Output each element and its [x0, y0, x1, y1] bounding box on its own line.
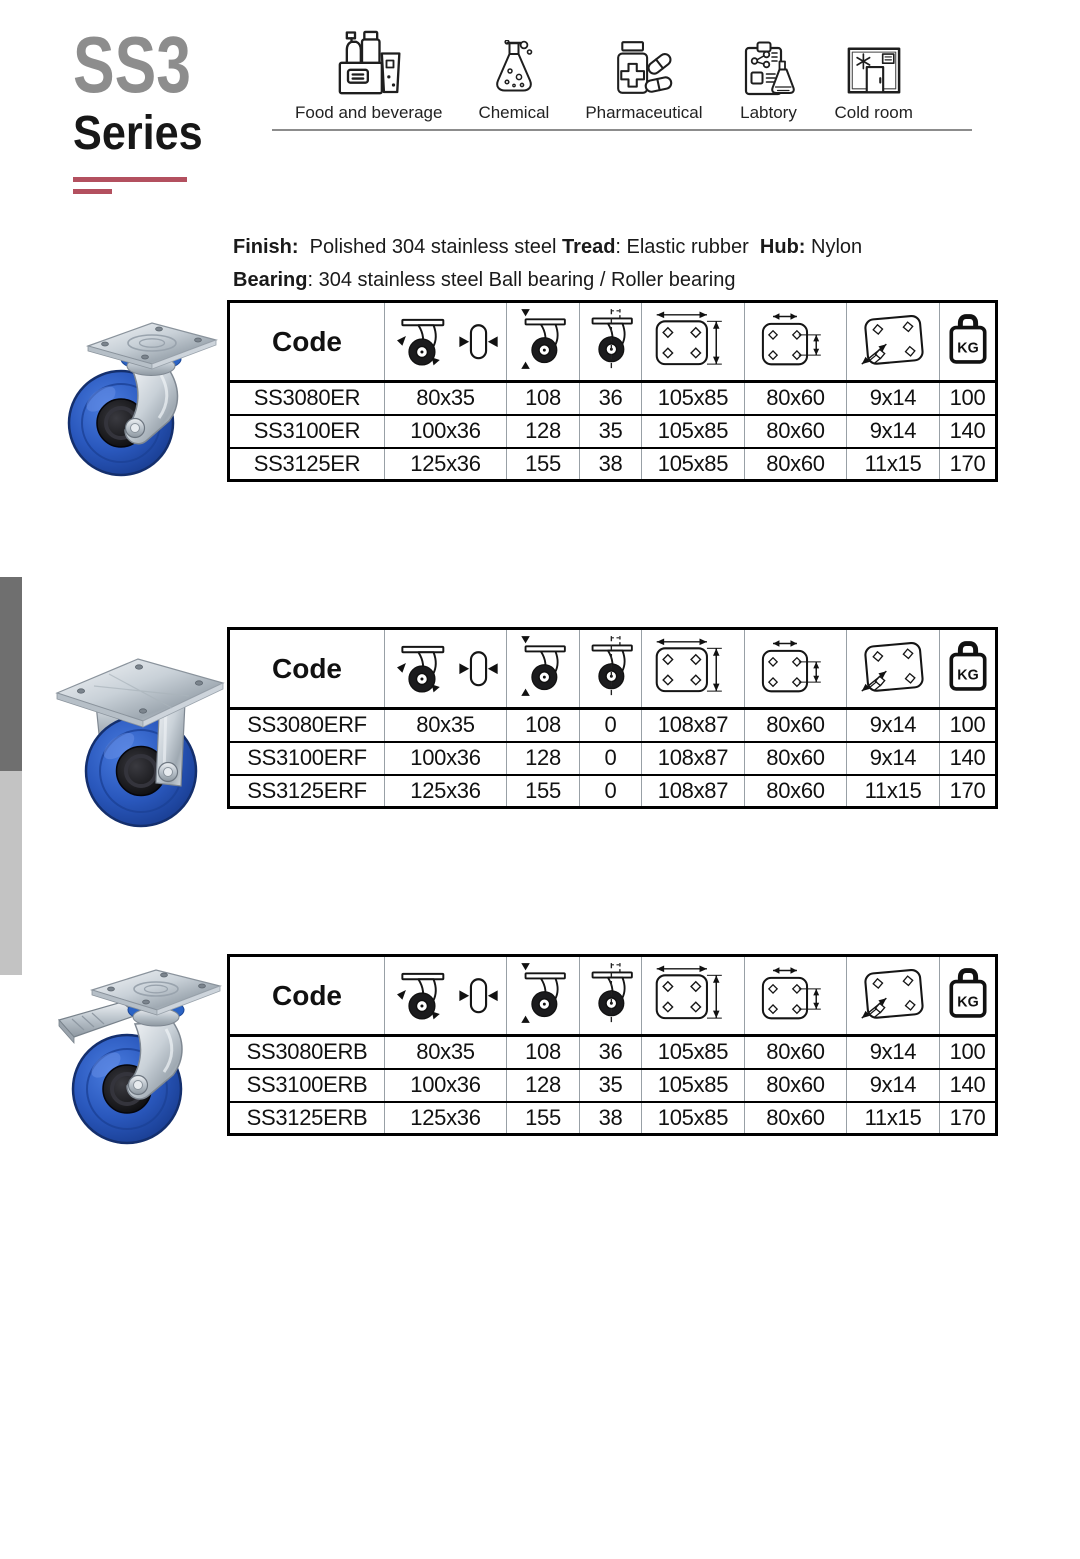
table-header-row	[229, 302, 997, 382]
table-cell: 105x85	[642, 1102, 745, 1135]
industry-item-pharmaceutical	[585, 38, 702, 123]
material-specs	[233, 231, 983, 297]
swivel-offset-icon	[584, 963, 637, 1023]
table-cell: 11x15	[847, 448, 940, 481]
swivel-offset-icon	[584, 309, 637, 369]
table-cell: 140	[940, 742, 997, 775]
wheel-size-icon	[393, 965, 499, 1022]
swivel-brake-caster-photo	[27, 958, 232, 1158]
bolt-hole-spacing-icon	[759, 965, 833, 1022]
table-cell: 100x36	[385, 742, 507, 775]
spec-text: : Elastic rubber	[615, 236, 760, 258]
spec-table-swivel	[227, 300, 998, 482]
column-header-wheel-size	[385, 956, 507, 1036]
industry-item-chemical	[478, 40, 549, 123]
column-header-total-height	[507, 629, 580, 709]
column-header-load-capacity	[940, 956, 997, 1036]
table-cell: 105x85	[642, 448, 745, 481]
table-cell: 9x14	[847, 415, 940, 448]
table-cell: 100	[940, 709, 997, 742]
table-cell: 125x36	[385, 775, 507, 808]
table-cell: 80x60	[745, 775, 847, 808]
table-body-brake	[229, 1036, 997, 1135]
table-cell: SS3125ERF	[229, 775, 385, 808]
table-cell: 11x15	[847, 1102, 940, 1135]
table-cell: SS3080ERB	[229, 1036, 385, 1069]
table-cell: 105x85	[642, 382, 745, 415]
column-header-plate-size	[642, 956, 745, 1036]
table-cell: 11x15	[847, 775, 940, 808]
table-cell: 80x60	[745, 1069, 847, 1102]
table-row	[229, 742, 997, 775]
table-cell: 80x60	[745, 1102, 847, 1135]
spec-label: Bearing	[233, 269, 308, 291]
table-row	[229, 775, 997, 808]
table-cell: 80x60	[745, 709, 847, 742]
column-header-bolt-hole-spacing	[745, 956, 847, 1036]
plate-size-icon	[653, 310, 733, 368]
column-header-bolt-hole-size	[847, 956, 940, 1036]
industry-label: Pharmaceutical	[585, 103, 703, 122]
fixed-plate-caster-photo	[44, 634, 234, 829]
column-header-total-height	[507, 302, 580, 382]
column-header-load-capacity	[940, 302, 997, 382]
industry-item-labtory	[738, 40, 798, 123]
table-header-row	[229, 629, 997, 709]
industry-label: Chemical	[478, 103, 550, 122]
table-cell: 80x60	[745, 742, 847, 775]
table-cell: 170	[940, 448, 997, 481]
svg-text:KG: KG	[956, 340, 979, 357]
table-cell: 80x60	[745, 1036, 847, 1069]
table-cell: 108x87	[642, 742, 745, 775]
column-header-total-height	[507, 956, 580, 1036]
column-header-code: Code	[229, 302, 385, 382]
table-cell: 9x14	[847, 709, 940, 742]
spec-text: : 304 stainless steel Ball bearing / Roller bearing	[307, 269, 736, 291]
table-cell: 128	[507, 415, 580, 448]
pharmaceutical-icon	[613, 38, 675, 98]
industries-bar	[295, 30, 913, 123]
industry-item-food-and-beverage	[295, 30, 442, 123]
table-cell: 108	[507, 1036, 580, 1069]
table-cell: 140	[940, 1069, 997, 1102]
table-cell: 108x87	[642, 775, 745, 808]
spec-line-2	[233, 264, 983, 297]
industry-label: Labtory	[740, 103, 797, 122]
plate-size-icon	[653, 637, 733, 695]
table-cell: SS3080ER	[229, 382, 385, 415]
table-cell: 128	[507, 742, 580, 775]
table-cell: 100	[940, 382, 997, 415]
table-cell: SS3100ERF	[229, 742, 385, 775]
swivel-plate-caster-photo	[55, 302, 230, 482]
table-cell: 80x35	[385, 709, 507, 742]
column-header-plate-size	[642, 629, 745, 709]
kg-weight-icon	[947, 967, 989, 1019]
column-header-swivel-offset	[580, 629, 642, 709]
table-row	[229, 1069, 997, 1102]
column-header-wheel-size	[385, 629, 507, 709]
table-cell: 0	[580, 709, 642, 742]
table-cell: 0	[580, 742, 642, 775]
table-cell: 100x36	[385, 1069, 507, 1102]
bolt-hole-spacing-icon	[759, 638, 833, 695]
industry-item-cold-room	[834, 42, 912, 123]
table-row	[229, 1036, 997, 1069]
accent-underline-long	[73, 177, 187, 182]
table-cell: 105x85	[642, 1036, 745, 1069]
table-cell: 80x60	[745, 448, 847, 481]
column-header-code: Code	[229, 629, 385, 709]
industry-label: Food and beverage	[295, 103, 443, 122]
svg-text:KG: KG	[956, 667, 979, 684]
table-cell: 155	[507, 775, 580, 808]
accent-underline-short	[73, 189, 112, 194]
table-cell: 125x36	[385, 448, 507, 481]
kg-weight-icon	[947, 313, 989, 365]
table-cell: 35	[580, 1069, 642, 1102]
table-row	[229, 382, 997, 415]
wheel-size-icon	[393, 311, 499, 368]
chemical-flask-icon	[484, 40, 544, 98]
page-edge-bar-dark	[0, 577, 22, 771]
table-cell: 108	[507, 709, 580, 742]
cold-room-icon	[845, 42, 903, 98]
table-row	[229, 1102, 997, 1135]
table-cell: 128	[507, 1069, 580, 1102]
spec-table-fixed	[227, 627, 998, 809]
table-cell: SS3125ER	[229, 448, 385, 481]
table-cell: 100	[940, 1036, 997, 1069]
bolt-hole-size-icon	[858, 311, 928, 368]
column-header-bolt-hole-spacing	[745, 302, 847, 382]
table-cell: 36	[580, 1036, 642, 1069]
table-cell: 80x35	[385, 1036, 507, 1069]
table-cell: 100x36	[385, 415, 507, 448]
table-cell: 105x85	[642, 1069, 745, 1102]
table-header-row	[229, 956, 997, 1036]
table-cell: 35	[580, 415, 642, 448]
food-and-beverage-icon	[334, 30, 404, 98]
column-header-bolt-hole-spacing	[745, 629, 847, 709]
industry-label: Cold room	[834, 103, 913, 122]
bolt-hole-size-icon	[858, 638, 928, 695]
table-cell: 36	[580, 382, 642, 415]
table-cell: 9x14	[847, 1036, 940, 1069]
spec-text: Polished 304 stainless steel	[298, 236, 563, 258]
column-header-bolt-hole-size	[847, 629, 940, 709]
series-subtitle: Series	[73, 107, 203, 161]
table-cell: 108x87	[642, 709, 745, 742]
column-header-wheel-size	[385, 302, 507, 382]
plate-size-icon	[653, 964, 733, 1022]
table-cell: 9x14	[847, 742, 940, 775]
table-cell: 155	[507, 1102, 580, 1135]
bolt-hole-spacing-icon	[759, 311, 833, 368]
table-cell: SS3100ER	[229, 415, 385, 448]
table-cell: 9x14	[847, 382, 940, 415]
series-block	[73, 20, 224, 194]
table-row	[229, 709, 997, 742]
spec-label: Hub:	[759, 236, 806, 258]
table-cell: SS3125ERB	[229, 1102, 385, 1135]
kg-weight-icon	[947, 640, 989, 692]
bolt-hole-size-icon	[858, 965, 928, 1022]
table-cell: 38	[580, 448, 642, 481]
table-cell: 9x14	[847, 1069, 940, 1102]
column-header-swivel-offset	[580, 302, 642, 382]
spec-label: Tread	[562, 236, 616, 258]
laboratory-clipboard-icon	[738, 40, 798, 98]
table-cell: 0	[580, 775, 642, 808]
svg-text:KG: KG	[956, 994, 979, 1011]
table-cell: SS3100ERB	[229, 1069, 385, 1102]
table-cell: 155	[507, 448, 580, 481]
series-title: SS3	[73, 20, 191, 109]
table-cell: 140	[940, 415, 997, 448]
wheel-size-icon	[393, 638, 499, 695]
column-header-load-capacity	[940, 629, 997, 709]
table-cell: 105x85	[642, 415, 745, 448]
spec-text: Nylon	[805, 236, 863, 258]
spec-line-1	[233, 231, 983, 264]
total-height-icon	[517, 635, 570, 697]
spec-table-brake	[227, 954, 998, 1136]
table-cell: 170	[940, 1102, 997, 1135]
table-cell: 80x60	[745, 382, 847, 415]
swivel-offset-icon	[584, 636, 637, 696]
table-cell: SS3080ERF	[229, 709, 385, 742]
table-cell: 170	[940, 775, 997, 808]
table-cell: 80x35	[385, 382, 507, 415]
table-row	[229, 415, 997, 448]
total-height-icon	[517, 962, 570, 1024]
table-body-swivel	[229, 382, 997, 481]
column-header-code: Code	[229, 956, 385, 1036]
column-header-swivel-offset	[580, 956, 642, 1036]
column-header-plate-size	[642, 302, 745, 382]
table-body-fixed	[229, 709, 997, 808]
table-row	[229, 448, 997, 481]
total-height-icon	[517, 308, 570, 370]
column-header-bolt-hole-size	[847, 302, 940, 382]
page-edge-bar-light	[0, 771, 22, 975]
table-cell: 125x36	[385, 1102, 507, 1135]
table-cell: 108	[507, 382, 580, 415]
table-cell: 80x60	[745, 415, 847, 448]
industries-divider	[272, 129, 972, 131]
spec-label: Finish:	[233, 236, 299, 258]
table-cell: 38	[580, 1102, 642, 1135]
